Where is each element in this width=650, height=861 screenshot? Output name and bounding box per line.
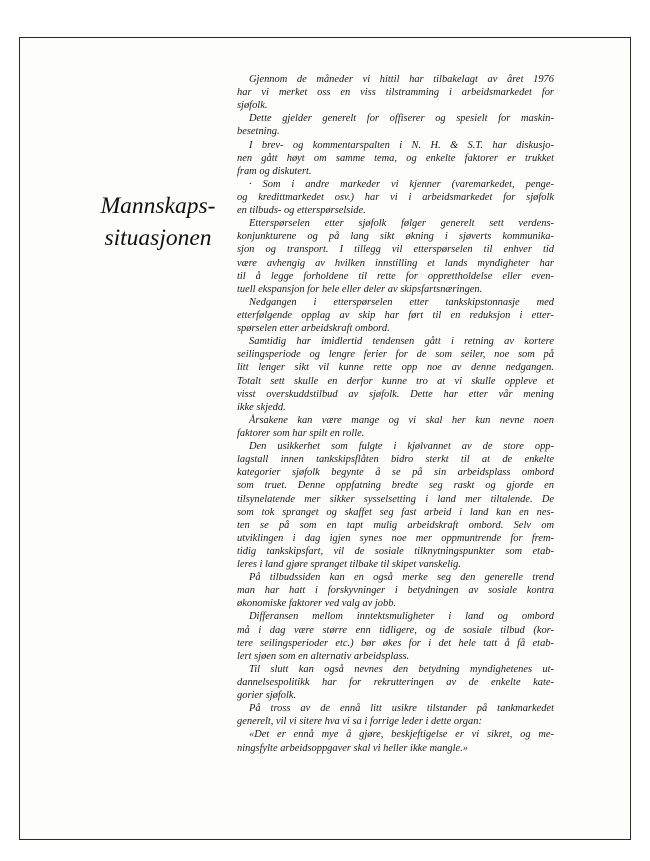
- article-body: [237, 73, 554, 755]
- paragraph: [237, 702, 554, 728]
- text-line: lert sjøen som en alternativ arbeidsplass.: [237, 650, 410, 662]
- text-line: Den usikkerhet som fulgte i kjølvannet av de store opp-: [249, 441, 554, 453]
- text-line: Totalt sett skulle en derfor kunne tro at vi skulle oppleve et: [237, 375, 554, 387]
- text-line: kategorier sjøfolk begynte å se på sin arbeidsplass ombord: [237, 467, 554, 479]
- text-line: som truet. Denne oppfatning bredte seg raskt og gjorde en: [237, 480, 554, 492]
- paragraph: [237, 217, 554, 296]
- text-line: sjøfolk.: [237, 100, 268, 112]
- text-line: gorier sjøfolk.: [237, 690, 297, 702]
- text-line: faktorer som har spilt en rolle.: [237, 427, 365, 439]
- text-line: Til slutt kan også nevnes den betydning myndighetenes ut-: [249, 663, 554, 675]
- text-line: tidig tankskipsfart, vil de sosiale tilknytningspunkter som etab-: [237, 545, 554, 557]
- paragraph: [237, 728, 554, 754]
- text-line: tuell ekspansjon for hele eller deler av skipsfartsnæringen.: [237, 283, 483, 295]
- text-line: Gjennom de måneder vi hittil har tilbakelagt av året 1976: [249, 74, 554, 85]
- text-line: må i dag være større enn tidligere, og de sosiale tilbud (kor-: [237, 624, 554, 636]
- text-line: Nedgangen i etterspørselen etter tankskipstonnasje med: [249, 296, 554, 308]
- section-title: [88, 190, 228, 254]
- paragraph: [237, 178, 554, 217]
- text-line: litt lenger sikt vil kunne rette opp noe av denne nedgangen.: [237, 362, 554, 374]
- section-title-line-1: Mannskaps-: [100, 193, 216, 219]
- text-line: har vi merket oss en viss tilstramming i arbeidsmarkedet for: [237, 87, 554, 99]
- text-line: Samtidig har imidlertid tendensen gått i retning av kortere: [249, 336, 554, 348]
- text-line: og kredittmarkedet osv.) har vi i arbeidsmarkedet for sjøfolk: [237, 191, 554, 203]
- text-line: leres i land gjøre spranget tilbake til skipet vanskelig.: [237, 559, 461, 571]
- text-line: Etterspørselen etter sjøfolk følger generelt sett verdens-: [249, 218, 554, 230]
- paragraph: [237, 335, 554, 414]
- text-line: fram og diskutert.: [237, 165, 312, 177]
- text-line: seilingsperiode og lengre ferier for de som seiler, noe som på: [237, 349, 554, 361]
- text-line: etterfølgende opplag av skip har ført til en reduksjon i etter-: [237, 309, 554, 321]
- text-line: konjunkturene og på lang sikt økning i sjøverts kommunika-: [237, 231, 554, 243]
- text-line: Dette gjelder generelt for offiserer og spesielt for maskin-: [249, 113, 554, 125]
- paragraph: [237, 296, 554, 335]
- text-line: sjon og transport. I tillegg vil etterspørselen til enhver tid: [237, 244, 554, 256]
- text-line: nen gått høyt om samme tema, og enkelte faktorer er trukket: [237, 152, 554, 164]
- section-title-line-2: situasjonen: [104, 225, 212, 251]
- text-line: På tilbudssiden kan en også merke seg den generelle trend: [249, 572, 554, 584]
- text-line: til å legge forholdene til rette for opprettholdelse eller even-: [237, 270, 554, 282]
- text-line: «Det er ennå mye å gjøre, beskjeftigelse er vi sikret, og me-: [249, 729, 554, 741]
- paragraph: [237, 571, 554, 610]
- text-line: som tok spranget og skaffet seg fast arbeid i land kan en nes-: [237, 506, 554, 518]
- text-line: Årsakene kan være mange og vi skal her kun nevne noen: [249, 414, 554, 426]
- text-line: være avhengig av hvilken innstilling et lands myndigheter har: [237, 257, 554, 269]
- text-line: I brev- og kommentarspalten i N. H. & S.T. har diskusjo-: [249, 139, 554, 151]
- text-line: På tross av de ennå litt usikre tilstander på tankmarkedet: [249, 703, 554, 715]
- paragraph: [237, 440, 554, 571]
- text-line: Differansen mellom inntektsmuligheter i land og ombord: [249, 611, 554, 623]
- text-line: ningsfylte arbeidsoppgaver skal vi heller ikke mangle.»: [237, 742, 469, 754]
- text-line: generelt, vil vi sitere hva vi sa i forrige leder i dette organ:: [237, 716, 482, 728]
- text-line: lagstall innen tankskipsflåten bidro sterkt til at de enkelte: [237, 454, 554, 466]
- paragraph: [237, 73, 554, 112]
- text-line: dannelsespolitikk har for rekrutteringen av de enkelte kate-: [237, 677, 554, 689]
- text-line: en tilbuds- og etterspørselside.: [237, 205, 366, 217]
- paragraph: [237, 663, 554, 702]
- text-line: besetning.: [237, 126, 280, 138]
- text-line: visst overskuddstilbud av sjøfolk. Dette har etter vår mening: [237, 388, 554, 400]
- text-line: ikke skjedd.: [237, 401, 286, 413]
- text-line: tere seilingsperioder etc.) bør økes for i det hele tatt å få etab-: [237, 637, 554, 649]
- paragraph: [237, 139, 554, 178]
- paragraph: [237, 112, 554, 138]
- text-line: ten se på som en tapt mulig arbeidskraft ombord. Selv om: [237, 519, 554, 531]
- text-line: spørselen etter arbeidskraft ombord.: [237, 323, 390, 335]
- paragraph: [237, 610, 554, 662]
- paragraph: [237, 414, 554, 440]
- text-line: man har hatt i forskyvninger i betydningen av sosiale kontra: [237, 585, 554, 597]
- text-line: · Som i andre markeder vi kjenner (varemarkedet, penge-: [249, 178, 554, 190]
- text-line: utviklingen i dag igjen synes noe mer oppmuntrende for frem-: [237, 532, 554, 544]
- text-line: tilsynelatende mer sikker sysselsetting i land mer tiltalende. De: [237, 493, 554, 505]
- text-line: økonomiske faktorer ved valg av jobb.: [237, 598, 397, 610]
